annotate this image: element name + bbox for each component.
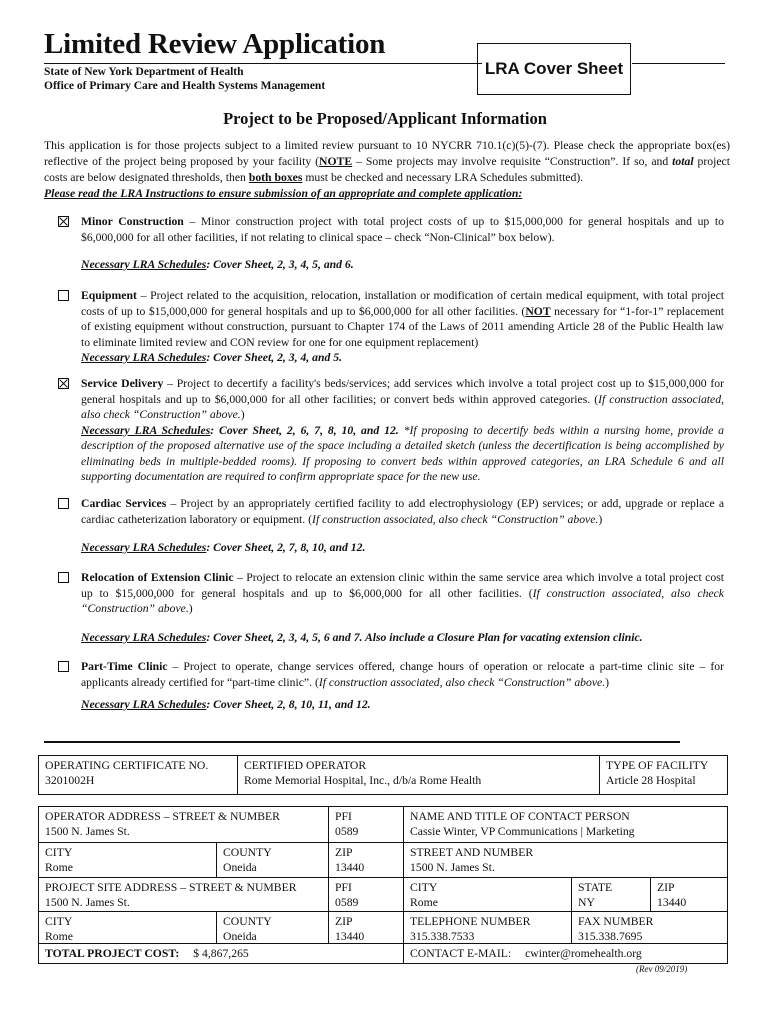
cardiac-schedules: Necessary LRA Schedules: Cover Sheet, 2, 7, 8, 10, and 12. [81, 541, 366, 554]
facility-table [38, 755, 728, 795]
state-cell: STATE NY [578, 881, 613, 909]
site-county-value[interactable]: Oneida [223, 930, 257, 943]
facility-type-value[interactable]: Article 28 Hospital [606, 774, 696, 787]
email-cell: CONTACT E-MAIL: cwinter@romehealth.org [410, 947, 642, 960]
section-title: Project to be Proposed/Applicant Information [223, 109, 547, 128]
zip-cell: ZIP 13440 [335, 846, 365, 874]
contact-street-cell: STREET AND NUMBER 1500 N. James St. [410, 846, 534, 874]
option-cardiac-services: Cardiac Services – Project by an appropriately certified facility to add electrophysiology (EP) services; or add, upgrade or replace a cardiac catheterization laboratory or equipment. (If construction associated, also check “Construction” above.) [58, 496, 724, 527]
city-value[interactable]: Rome [45, 861, 73, 874]
option-part-time-clinic: Part-Time Clinic – Project to operate, change services offered, change hours of operation or relocate a part-time clinic site – for applicants already certified for “part-time clinic”. (If construction associated, also check “Construction” above.) [58, 659, 724, 690]
contact-zip-cell: ZIP 13440 [657, 881, 687, 909]
zip-value[interactable]: 13440 [335, 861, 365, 874]
total-cost-cell: TOTAL PROJECT COST: $ 4,867,265 [45, 947, 249, 960]
form-title: Limited Review Application [44, 28, 386, 60]
option-minor-construction: Minor Construction – Minor construction project with total project costs of up to $15,000,000 for general hospitals and up to $6,000,000 for all other facilities, if not relating to clinical space – check “Non-Clinical” box below). [58, 214, 724, 245]
site-city-cell: CITY Rome [45, 915, 73, 943]
contact-zip-value[interactable]: 13440 [657, 896, 687, 909]
service-delivery-checkbox[interactable] [58, 378, 69, 389]
contact-street-value[interactable]: 1500 N. James St. [410, 861, 495, 874]
equipment-checkbox[interactable] [58, 290, 69, 301]
relocation-checkbox[interactable] [58, 572, 69, 583]
operator-address-cell: OPERATOR ADDRESS – STREET & NUMBER 1500 N. James St. [45, 810, 280, 838]
part-time-clinic-checkbox[interactable] [58, 661, 69, 672]
address-table [38, 806, 728, 964]
option-equipment: Equipment – Project related to the acquisition, relocation, installation or modification of certain medical equipment, with total project costs of up to $15,000,000 for general hospitals and up to $6,000,000 for all other facilities. (NOT necessary for “1-for-1” replacement of existing equipment without construction, pursuant to Chapter 174 of the Laws of 2011 amending Article 28 of the Public Health law to eliminate limited review and CON review for one for one equipment replacement) Necessary LRA Schedules: Cover Sheet, 2, 3, 4, and 5. [58, 288, 724, 366]
operator-value[interactable]: Rome Memorial Hospital, Inc., d/b/a Rome Health [244, 774, 482, 787]
revision-note: (Rev 09/2019) [636, 964, 688, 974]
header-rule-right [632, 63, 725, 64]
intro-paragraph: This application is for those projects subject to a limited review pursuant to 10 NYCRR 710.1(c)(5)-(7). Please check the appropriate box(es) reflective of the project being proposed by your facility (NOTE – Some projects may involve requisite “Construction”. If so, and total project costs are below designated thresholds, then both boxes must be checked and necessary LRA Schedules submitted). Please read the LRA Instructions to ensure submission of an appropriate and complete application: [44, 139, 730, 200]
cover-sheet-label: LRA Cover Sheet [484, 59, 624, 78]
header-rule [44, 63, 482, 64]
instructions-note: Please read the LRA Instructions to ensure submission of an appropriate and complete application: [44, 187, 523, 200]
relocation-schedules: Necessary LRA Schedules: Cover Sheet, 2, 3, 4, 5, 6 and 7. Also include a Closure Plan for vacating extension clinic. [81, 631, 643, 644]
facility-type-cell: TYPE OF FACILITY Article 28 Hospital [606, 759, 709, 787]
agency-line-2: Office of Primary Care and Health Systems Management [44, 80, 326, 92]
site-pfi-value[interactable]: 0589 [335, 896, 359, 909]
pfi-cell: PFI 0589 [335, 810, 359, 838]
city-cell: CITY Rome [45, 846, 73, 874]
fax-value[interactable]: 315.338.7695 [578, 930, 643, 943]
option-relocation-extension-clinic: Relocation of Extension Clinic – Project to relocate an extension clinic within the same service area which involve a total project cost up to $15,000,000 for general hospitals and up to $6,000,000 for all other facilities. (If construction associated, also check “Construction” above.) [58, 570, 724, 617]
cover-sheet-box [477, 43, 631, 95]
site-address-value[interactable]: 1500 N. James St. [45, 896, 130, 909]
op-cert-value[interactable]: 3201002H [45, 774, 95, 787]
cardiac-services-checkbox[interactable] [58, 498, 69, 509]
minor-schedules: Necessary LRA Schedules: Cover Sheet, 2, 3, 4, 5, and 6. [81, 258, 354, 271]
contact-person-value[interactable]: Cassie Winter, VP Communications | Marketing [410, 825, 635, 838]
minor-construction-checkbox[interactable] [58, 216, 69, 227]
site-zip-value[interactable]: 13440 [335, 930, 365, 943]
site-pfi-cell: PFI 0589 [335, 881, 359, 909]
contact-person-cell: NAME AND TITLE OF CONTACT PERSON Cassie Winter, VP Communications | Marketing [410, 810, 635, 838]
op-cert-cell: OPERATING CERTIFICATE NO. 3201002H [45, 759, 209, 787]
site-zip-cell: ZIP 13440 [335, 915, 365, 943]
site-county-cell: COUNTY Oneida [223, 915, 272, 943]
fax-cell: FAX NUMBER 315.338.7695 [578, 915, 654, 943]
total-cost-value[interactable]: $ 4,867,265 [193, 947, 249, 960]
email-value[interactable]: cwinter@romehealth.org [525, 947, 642, 960]
part-time-schedules: Necessary LRA Schedules: Cover Sheet, 2, 8, 10, 11, and 12. [81, 698, 371, 711]
contact-city-cell: CITY Rome [410, 881, 438, 909]
site-city-value[interactable]: Rome [45, 930, 73, 943]
county-value[interactable]: Oneida [223, 861, 257, 874]
option-service-delivery: Service Delivery – Project to decertify a facility's beds/services; add services which involve a total project cost up to $15,000,000 for general hospitals and up to $6,000,000 for all other facilities; or convert beds within approved categories. (If construction associated, also check “Construction” above.) Necessary LRA Schedules: Cover Sheet, 2, 6, 7, 8, 10, and 12. *If proposing to decertify beds within a nursing home, provide a description of the proposed alternative use of the space including a detailed sketch (unless the decertification is being accomplished by eliminating beds in multiple-bedded rooms). If proposing to convert beds within approved categories, an LRA Schedule 6 and all supporting documentation are required to confirm appropriate space for the new use. [58, 376, 724, 485]
telephone-value[interactable]: 315.338.7533 [410, 930, 475, 943]
contact-city-value[interactable]: Rome [410, 896, 438, 909]
section-divider [44, 741, 680, 743]
telephone-cell: TELEPHONE NUMBER 315.338.7533 [410, 915, 531, 943]
operator-cell: CERTIFIED OPERATOR Rome Memorial Hospital, Inc., d/b/a Rome Health [244, 759, 482, 787]
pfi-value[interactable]: 0589 [335, 825, 359, 838]
agency-line-1: State of New York Department of Health [44, 66, 244, 78]
site-address-cell: PROJECT SITE ADDRESS – STREET & NUMBER 1500 N. James St. [45, 881, 297, 909]
state-value[interactable]: NY [578, 896, 595, 909]
county-cell: COUNTY Oneida [223, 846, 272, 874]
operator-address-value[interactable]: 1500 N. James St. [45, 825, 130, 838]
